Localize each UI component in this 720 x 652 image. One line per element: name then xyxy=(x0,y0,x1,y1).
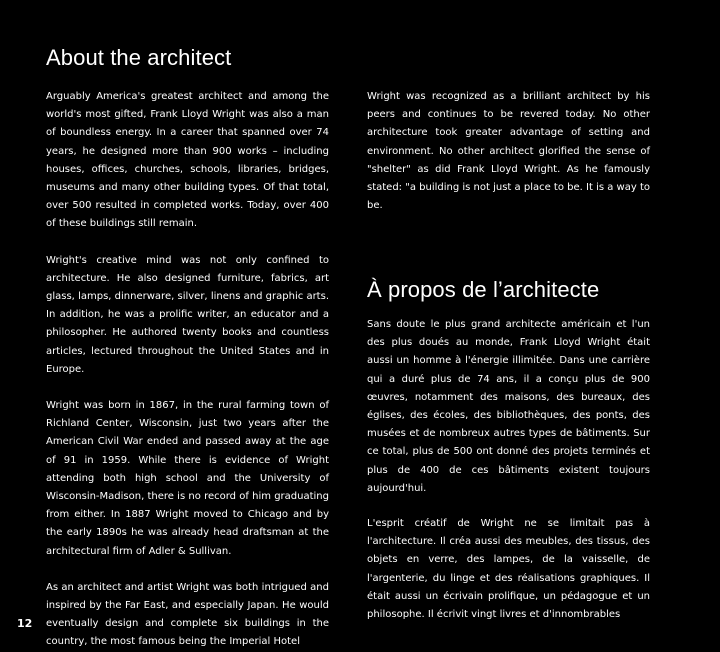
english-paragraph: As an architect and artist Wright was both intrigued and inspired by the Far East, and especially Japan. He would eventually design and complete six buildings in the country, the most famous being the Imperial Hotel xyxy=(46,581,329,648)
english-paragraph: Wright's creative mind was not only confined to architecture. He also designed furniture, fabrics, art glass, lamps, dinnerware, silver, linens and graphic arts. In addition, he was a prolific writer, an educator and a philosopher. He authored twenty books and countless articles, lectured throughout the United States and in Europe. xyxy=(46,254,329,375)
english-paragraph: Arguably America's greatest architect and among the world's most gifted, Frank Lloyd Wright was also a man of boundless energy. In a career that spanned over 74 years, he designed more than 900 works – including houses, offices, churches, schools, libraries, bridges, museums and many other building types. Of that total, over 500 resulted in completed works. Today, over 400 of these buildings still remain. xyxy=(46,91,329,230)
english-paragraph: Wright was recognized as a brilliant architect by his peers and continues to be revered today. No other architecture took greater advantage of setting and environment. No other architect glorified the sense of "shelter" as did Frank Lloyd Wright. As he famously stated: "a building is not just a place to be. It is a way to be. xyxy=(367,91,650,212)
french-paragraph: L'esprit créatif de Wright ne se limitait pas à l'architecture. Il créa aussi des meubles, des tissus, des objets en verre, des lampes, de la vaisselle, de l'argenterie, du linge et des réalisations graphiques. Il était aussi un écrivain prolifique, un pédagogue et un philosophe. Il écrivit vingt livres et d'innombrables xyxy=(367,518,650,621)
french-paragraph: Sans doute le plus grand architecte américain et l'un des plus doués au monde, Frank Lloyd Wright était aussi un homme à l'énergie illimitée. Dans une carrière qui a duré plus de 74 ans, il a conçu plus de 900 œuvres, notamment des maisons, des bureaux, des églises, des écoles, des bibliothèques, des ponts, des musées et de nombreux autres types de bâtiments. Sur ce total, plus de 500 ont donné des projets terminés et plus de 400 de ces bâtiments existent toujours aujourd'hui. xyxy=(367,319,650,494)
english-column-right xyxy=(367,88,650,215)
english-column-left xyxy=(46,88,329,652)
french-heading: À propos de l’architecte xyxy=(367,277,600,302)
page-number: 12 xyxy=(17,617,33,630)
english-paragraph: Wright was born in 1867, in the rural farming town of Richland Center, Wisconsin, just two years after the American Civil War ended and passed away at the age of 91 in 1959. While there is evidence of Wright attending both high school and the University of Wisconsin-Madison, there is no record of him graduating from either. In 1887 Wright moved to Chicago and by the early 1890s he was already head draftsman at the architectural firm of Adler & Sullivan. xyxy=(46,400,329,557)
french-column xyxy=(367,316,650,624)
english-heading: About the architect xyxy=(46,45,232,70)
